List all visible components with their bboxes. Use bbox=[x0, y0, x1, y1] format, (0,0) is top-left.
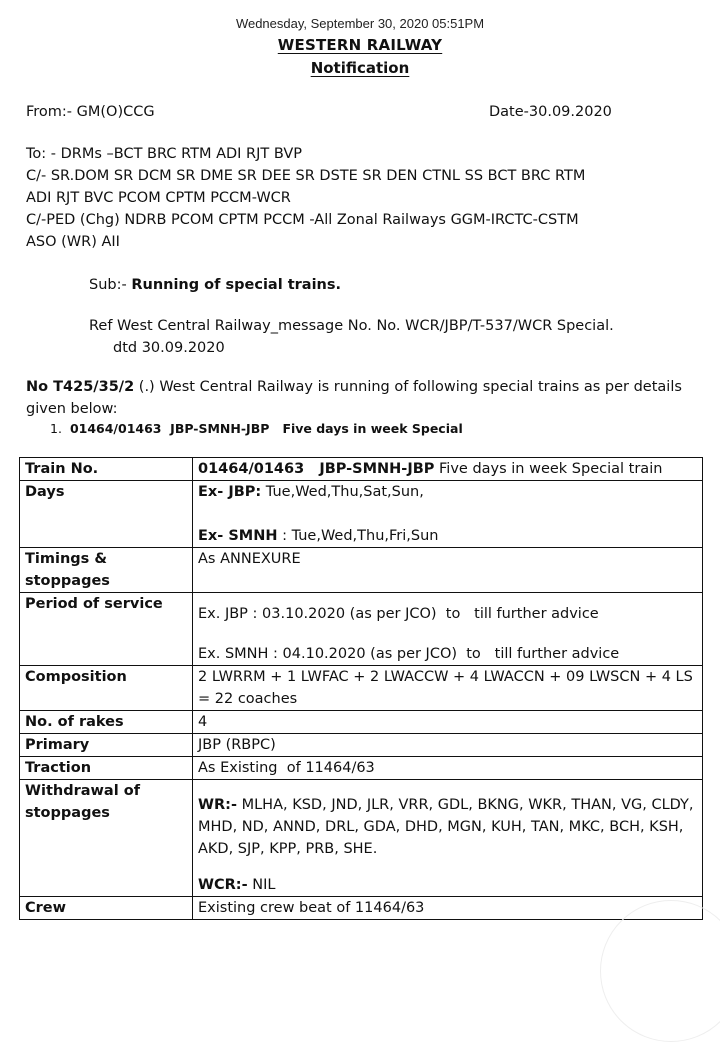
subject-text: Running of special trains. bbox=[131, 277, 342, 293]
organization-title-text: WESTERN RAILWAY bbox=[277, 36, 443, 54]
row-value: JBP (RBPC) bbox=[193, 734, 703, 757]
row-label: Crew bbox=[20, 897, 193, 920]
withdrawal-wcr-prefix: WCR:- bbox=[198, 877, 248, 893]
row-label: Train No. bbox=[20, 458, 193, 481]
row-value: As ANNEXURE bbox=[193, 548, 703, 593]
intro-text: (.) West Central Railway is running of following special trains as per details given below: bbox=[26, 379, 682, 417]
subject-prefix: Sub:- bbox=[89, 277, 132, 293]
days-smnh: : Tue,Wed,Thu,Fri,Sun bbox=[277, 528, 439, 544]
recipient-line: ADI RJT BVC PCOM CPTM PCCM-WCR bbox=[26, 190, 291, 206]
document-type-text: Notification bbox=[310, 59, 410, 77]
row-label: Traction bbox=[20, 757, 193, 780]
date-line: Date-30.09.2020 bbox=[489, 104, 612, 120]
recipient-line: To: - DRMs –BCT BRC RTM ADI RJT BVP bbox=[26, 146, 303, 162]
list-item-text: 01464/01463 JBP-SMNH-JBP Five days in week Special bbox=[69, 421, 463, 436]
table-row bbox=[20, 666, 703, 711]
row-label: No. of rakes bbox=[20, 711, 193, 734]
recipient-line: ASO (WR) AII bbox=[26, 234, 120, 250]
table-row bbox=[20, 548, 703, 593]
table-row bbox=[20, 481, 703, 548]
organization-title bbox=[0, 36, 720, 54]
recipient-line: C/- SR.DOM SR DCM SR DME SR DEE SR DSTE SR DEN CTNL SS BCT BRC RTM bbox=[26, 168, 586, 184]
reference-date: dtd 30.09.2020 bbox=[113, 340, 225, 356]
print-timestamp: Wednesday, September 30, 2020 05:51PM bbox=[235, 16, 485, 31]
row-label: Timings & stoppages bbox=[20, 548, 193, 593]
document-type bbox=[0, 59, 720, 77]
days-smnh-prefix: Ex- SMNH bbox=[198, 528, 278, 544]
train-details-table bbox=[19, 457, 703, 920]
from-line: From:- GM(O)CCG bbox=[26, 104, 155, 120]
row-value bbox=[193, 458, 703, 481]
days-jbp-prefix: Ex- JBP: bbox=[198, 484, 262, 500]
intro-paragraph bbox=[26, 376, 696, 420]
table-row bbox=[20, 458, 703, 481]
row-value: As Existing of 11464/63 bbox=[193, 757, 703, 780]
row-value bbox=[193, 780, 703, 897]
days-jbp: Tue,Wed,Thu,Sat,Sun, bbox=[261, 484, 424, 500]
table-row bbox=[20, 734, 703, 757]
reference-block bbox=[89, 315, 614, 359]
row-value bbox=[193, 481, 703, 548]
row-value bbox=[193, 593, 703, 666]
subject-line bbox=[89, 277, 341, 293]
table-row bbox=[20, 757, 703, 780]
reference-line: Ref West Central Railway_message No. No. WCR/JBP/T-537/WCR Special. bbox=[89, 318, 614, 334]
row-label: Composition bbox=[20, 666, 193, 711]
recipients-block bbox=[26, 143, 585, 253]
recipient-line: C/-PED (Chg) NDRB PCOM CPTM PCCM -All Zonal Railways GGM-IRCTC-CSTM bbox=[26, 212, 579, 228]
table-row bbox=[20, 780, 703, 897]
row-label: Days bbox=[20, 481, 193, 548]
period-jbp: Ex. JBP : 03.10.2020 (as per JCO) to till further advice bbox=[198, 606, 599, 622]
period-smnh: Ex. SMNH : 04.10.2020 (as per JCO) to till further advice bbox=[198, 646, 620, 662]
row-label: Period of service bbox=[20, 593, 193, 666]
table-row bbox=[20, 711, 703, 734]
train-number: 01464/01463 JBP-SMNH-JBP bbox=[198, 461, 435, 477]
train-description: Five days in week Special train bbox=[434, 461, 663, 477]
withdrawal-wcr-value: NIL bbox=[247, 877, 276, 893]
withdrawal-wr-stations: MLHA, KSD, JND, JLR, VRR, GDL, BKNG, WKR, THAN, VG, CLDY, MHD, ND, ANND, DRL, GDA, DHD, MGN, KUH, TAN, MKC, BCH, KSH, AKD, SJP, KPP, PRB, SHE. bbox=[198, 797, 694, 857]
row-value: 4 bbox=[193, 711, 703, 734]
table-row bbox=[20, 593, 703, 666]
table-row bbox=[20, 897, 703, 920]
row-label: Withdrawal of stoppages bbox=[20, 780, 193, 897]
withdrawal-wr-prefix: WR:- bbox=[198, 797, 237, 813]
row-value: Existing crew beat of 11464/63 bbox=[193, 897, 703, 920]
row-value: 2 LWRRM + 1 LWFAC + 2 LWACCW + 4 LWACCN + 09 LWSCN + 4 LS = 22 coaches bbox=[193, 666, 703, 711]
list-item bbox=[50, 421, 463, 436]
list-item-number: 1. bbox=[50, 421, 62, 436]
message-number: No T425/35/2 bbox=[26, 379, 135, 395]
watermark-circle bbox=[600, 900, 720, 1042]
row-label: Primary bbox=[20, 734, 193, 757]
